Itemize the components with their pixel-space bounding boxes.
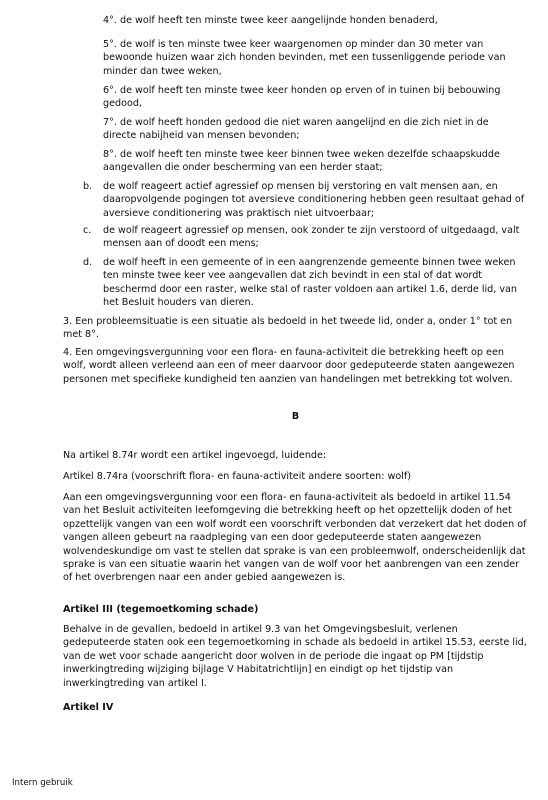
footer-classification: Intern gebruik bbox=[12, 778, 73, 788]
list-item-text: de wolf heeft in een gemeente of in een aangrenzende gemeente binnen twee weken ten minste twee keer vee aangevallen dat zich bevindt in een stal of dat wordt beschermd door een raster, welke stal of raster voldoen aan artikel 1.6, derde lid, van het Besluit houders van dieren. bbox=[103, 257, 518, 309]
paragraph-3: 3. Een probleemsituatie is een situatie als bedoeld in het tweede lid, onder a, onder 1° tot en met 8°. bbox=[63, 316, 513, 341]
subitem-6: 6°. de wolf heeft ten minste twee keer honden op erven of in tuinen bij bebouwing gedood, bbox=[103, 85, 501, 110]
paragraph-b-article-text: Aan een omgevingsvergunning voor een flora- en fauna-activiteit als bedoeld in artikel 11.54 van het Besluit activiteiten leefomgeving die betrekking heeft op het opzettelijk doden of het opzettelijk vangen van een wolf wordt een voorschrift verbonden dat verzekert dat het doden of vangen alleen gebeurt na raadpleging van een door gedeputeerde staten aangewezen wolvendeskundige om vast te stellen dat sprake is van een probleemwolf, onderscheidenlijk dat sprake is van een situatie waarin het vangen van de wolf voor het aanbrengen van een zender of het overbrengen naar een ander gebied aangewezen is. bbox=[63, 492, 527, 584]
article-iii-heading: Artikel III (tegemoetkoming schade) bbox=[63, 604, 259, 615]
subitem-4: 4°. de wolf heeft ten minste twee keer aangelijnde honden benaderd, bbox=[103, 15, 438, 26]
subitem-8: 8°. de wolf heeft ten minste twee keer binnen twee weken dezelfde schaapskudde aangevallen die onder bescherming van een herder staat; bbox=[103, 149, 500, 174]
list-item-label: b. bbox=[83, 181, 93, 192]
paragraph-b-intro: Na artikel 8.74r wordt een artikel ingevoegd, luidende: bbox=[63, 450, 327, 461]
subitem-5: 5°. de wolf is ten minste twee keer waargenomen op minder dan 30 meter van bewoonde huizen waar zich honden bevinden, met een tussenliggende periode van minder dan twee weken, bbox=[103, 39, 506, 77]
paragraph-4: 4. Een omgevingsvergunning voor een flora- en fauna-activiteit die betrekking heeft op een wolf, wordt alleen verleend aan een of meer daarvoor door gedeputeerde staten aangewezen personen met specifieke kundigheid ten aanzien van handelingen met betrekking tot wolven. bbox=[63, 347, 515, 385]
subitem-7: 7°. de wolf heeft honden gedood die niet waren aangelijnd en die zich niet in de directe nabijheid van mensen bevonden; bbox=[103, 117, 489, 142]
article-iv-heading: Artikel IV bbox=[63, 702, 114, 713]
list-item-text: de wolf reageert agressief op mensen, ook zonder te zijn verstoord of uitgedaagd, valt mensen aan of doodt een mens; bbox=[103, 225, 520, 250]
article-iii-text: Behalve in de gevallen, bedoeld in artikel 9.3 van het Omgevingsbesluit, verlenen gedeputeerde staten ook een tegemoetkoming in schade als bedoeld in artikel 15.53, eerste lid, van de wet voor schade aangericht door wolven in de periode die ingaat op PM [tijdstip inwerkingtreding wijziging bijlage V Habitatrichtlijn] en eindigt op het tijdstip van inwerkingtreding van artikel I. bbox=[63, 624, 527, 689]
list-item-label: c. bbox=[83, 225, 92, 236]
list-item-text: de wolf reageert actief agressief op mensen bij verstoring en valt mensen aan, en daaropvolgende pogingen tot aversieve conditionering hebben geen resultaat gehad of aversieve conditionering was praktisch niet uitvoerbaar; bbox=[103, 181, 525, 219]
paragraph-b-article-title: Artikel 8.74ra (voorschrift flora- en fauna-activiteit andere soorten: wolf) bbox=[63, 471, 412, 482]
section-b-heading: B bbox=[291, 411, 300, 422]
list-item-label: d. bbox=[83, 257, 93, 268]
